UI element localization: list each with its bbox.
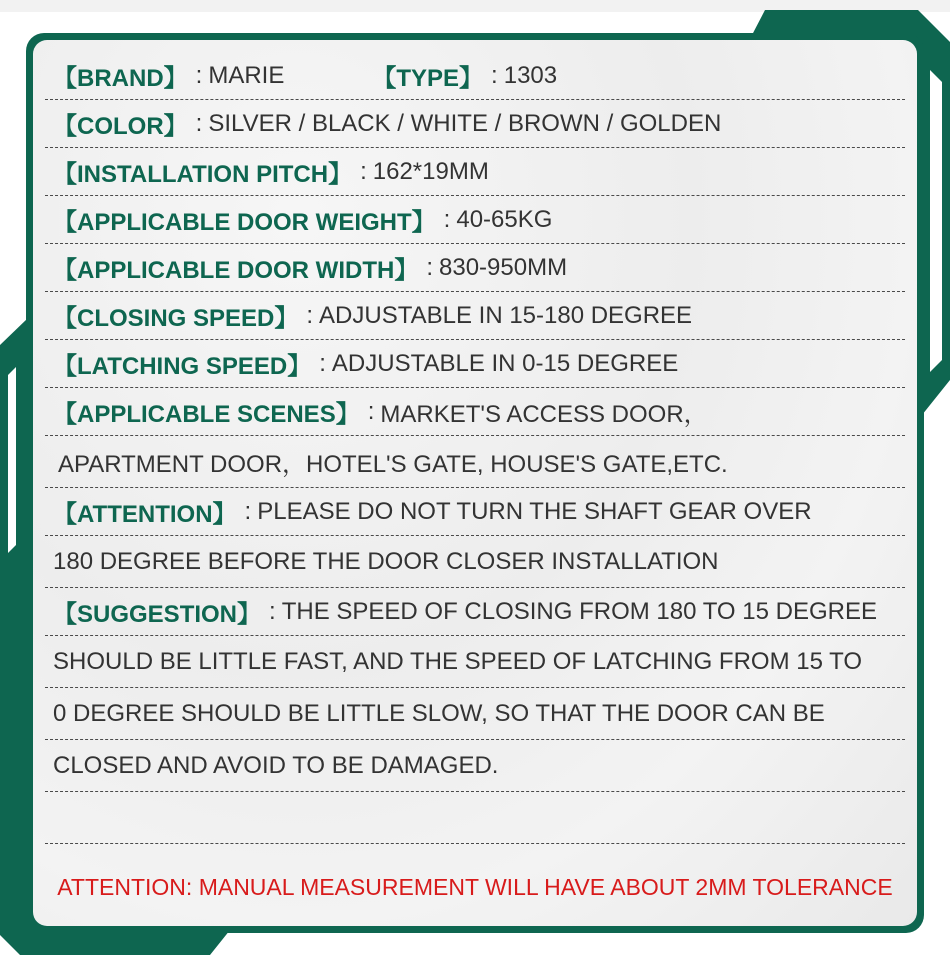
spec-row-brand [45, 52, 905, 100]
spec-row-attention [45, 488, 905, 536]
closing-speed-value: ADJUSTABLE IN 15-180 DEGREE [319, 301, 693, 329]
spec-row-suggestion [45, 588, 905, 636]
attention-value-line2: 180 DEGREE BEFORE THE DOOR CLOSER INSTALLATION [53, 547, 719, 575]
separator: : [319, 349, 326, 377]
suggestion-value-line1: THE SPEED OF CLOSING FROM 180 TO 15 DEGREE [281, 597, 877, 625]
separator: : [195, 61, 203, 89]
spec-row-attention-cont [45, 536, 905, 588]
width-value: 830-950MM [439, 253, 568, 281]
latching-speed-key: 【LATCHING SPEED】 [53, 353, 312, 380]
spec-row-suggestion-cont-3 [45, 740, 905, 792]
brand-value: MARIE [208, 61, 285, 89]
separator: : [491, 61, 498, 89]
scenes-value-line1: MARKET'S ACCESS DOOR， [380, 401, 708, 428]
latching-speed-value: ADJUSTABLE IN 0-15 DEGREE [331, 349, 679, 377]
attention-key: 【ATTENTION】 [53, 501, 237, 528]
weight-value: 40-65KG [456, 205, 553, 233]
scenes-key: 【APPLICABLE SCENES】 [53, 401, 360, 428]
attention-value-line1: PLEASE DO NOT TURN THE SHAFT GEAR OVER [257, 497, 812, 525]
color-key: 【COLOR】 [53, 113, 188, 140]
pitch-key: 【INSTALLATION PITCH】 [53, 161, 353, 188]
spec-row-suggestion-cont-1 [45, 636, 905, 688]
spec-row-color [45, 100, 905, 148]
separator: : [360, 157, 367, 185]
spec-row-pitch [45, 148, 905, 196]
separator: : [426, 253, 433, 281]
spec-row-suggestion-cont-2 [45, 688, 905, 740]
suggestion-key: 【SUGGESTION】 [53, 601, 262, 628]
separator: : [269, 597, 276, 625]
separator: : [306, 301, 314, 329]
type-value: 1303 [503, 61, 558, 89]
color-value: SILVER / BLACK / WHITE / BROWN / GOLDEN [208, 109, 722, 137]
brand-key: 【BRAND】 [53, 65, 188, 92]
spec-card [33, 40, 917, 926]
separator: : [443, 205, 451, 233]
spec-row-latching-speed [45, 340, 905, 388]
spec-row-width [45, 244, 905, 292]
spec-row-closing-speed [45, 292, 905, 340]
width-key: 【APPLICABLE DOOR WIDTH】 [53, 257, 419, 284]
suggestion-value-line2: SHOULD BE LITTLE FAST, AND THE SPEED OF LATCHING FROM 15 TO [53, 647, 863, 675]
tolerance-note: ATTENTION: MANUAL MEASUREMENT WILL HAVE ABOUT 2MM TOLERANCE [57, 874, 893, 900]
weight-key: 【APPLICABLE DOOR WEIGHT】 [53, 209, 436, 236]
separator: : [244, 497, 252, 525]
spec-row-weight [45, 196, 905, 244]
suggestion-value-line4: CLOSED AND AVOID TO BE DAMAGED. [53, 751, 499, 779]
spec-row-empty [45, 792, 905, 844]
scenes-value-line2: APARTMENT DOOR，HOTEL'S GATE, HOUSE'S GATE,ETC. [58, 451, 728, 478]
separator: : [367, 397, 375, 425]
spec-row-scenes-cont [45, 436, 905, 488]
suggestion-value-line3: 0 DEGREE SHOULD BE LITTLE SLOW, SO THAT THE DOOR CAN BE [53, 699, 825, 727]
type-key: 【TYPE】 [372, 65, 484, 92]
spec-list [45, 52, 905, 844]
separator: : [195, 109, 203, 137]
closing-speed-key: 【CLOSING SPEED】 [53, 305, 299, 332]
pitch-value: 162*19MM [372, 157, 489, 185]
spec-row-scenes [45, 388, 905, 436]
